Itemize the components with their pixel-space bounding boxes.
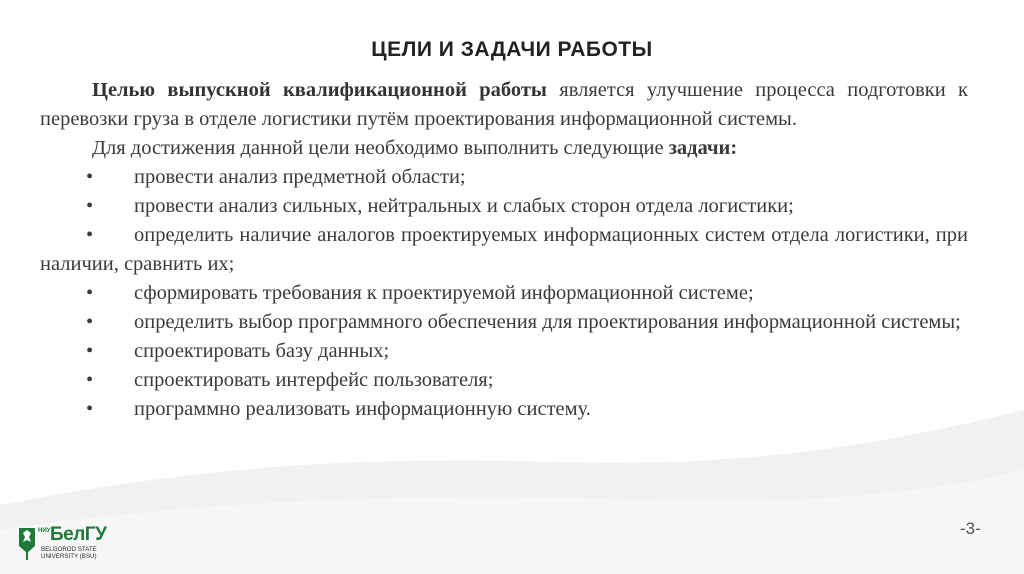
bullet-icon: • bbox=[86, 340, 94, 362]
goal-paragraph bbox=[40, 76, 968, 134]
task-list bbox=[40, 163, 968, 424]
bullet-icon: • bbox=[86, 369, 94, 391]
list-item bbox=[40, 163, 968, 192]
slide-content bbox=[40, 76, 968, 424]
bullet-icon: • bbox=[86, 282, 94, 304]
tasks-intro bbox=[40, 134, 968, 163]
bullet-icon: • bbox=[86, 224, 94, 246]
page-number: -3- bbox=[960, 519, 981, 538]
task-text: сформировать требования к проектируемой информационной системе; bbox=[134, 282, 754, 304]
bullet-icon: • bbox=[86, 398, 94, 420]
logo-subtitle-1: BELGOROD STATE bbox=[41, 546, 97, 553]
goal-lead: Целью выпускной квалификационной работы bbox=[92, 79, 547, 101]
slide-title: ЦЕЛИ И ЗАДАЧИ РАБОТЫ bbox=[371, 38, 653, 61]
bullet-icon: • bbox=[86, 311, 94, 333]
bullet-icon: • bbox=[86, 195, 94, 217]
task-text: программно реализовать информационную систему. bbox=[134, 398, 591, 420]
list-item bbox=[40, 308, 968, 337]
bullet-icon: • bbox=[86, 166, 94, 188]
goal-text: является улучшение процесса подготовки к перевозки груза в отделе логистики путём проектирования информационной системы. bbox=[40, 79, 968, 130]
list-item bbox=[40, 366, 968, 395]
task-text: определить выбор программного обеспечения для проектирования информационной системы; bbox=[134, 311, 961, 333]
university-logo bbox=[18, 524, 118, 563]
task-text: спроектировать интерфейс пользователя; bbox=[134, 369, 494, 391]
flag-icon bbox=[18, 527, 36, 561]
task-text: определить наличие аналогов проектируемых информационных систем отдела логистики, при наличии, сравнить их; bbox=[40, 224, 968, 275]
tasks-intro-text: Для достижения данной цели необходимо выполнить следующие bbox=[92, 137, 669, 159]
logo-subtitle-2: UNIVERSITY (BSU) bbox=[41, 553, 97, 560]
list-item bbox=[40, 337, 968, 366]
tasks-intro-bold: задачи: bbox=[668, 137, 738, 159]
task-text: провести анализ сильных, нейтральных и слабых сторон отдела логистики; bbox=[134, 195, 794, 217]
logo-name: БелГУ bbox=[50, 524, 107, 545]
list-item bbox=[40, 192, 968, 221]
list-item bbox=[40, 221, 968, 279]
logo-nru: НИУ bbox=[38, 528, 51, 534]
list-item bbox=[40, 279, 968, 308]
list-item bbox=[40, 395, 968, 424]
task-text: спроектировать базу данных; bbox=[134, 340, 390, 362]
task-text: провести анализ предметной области; bbox=[134, 166, 466, 188]
